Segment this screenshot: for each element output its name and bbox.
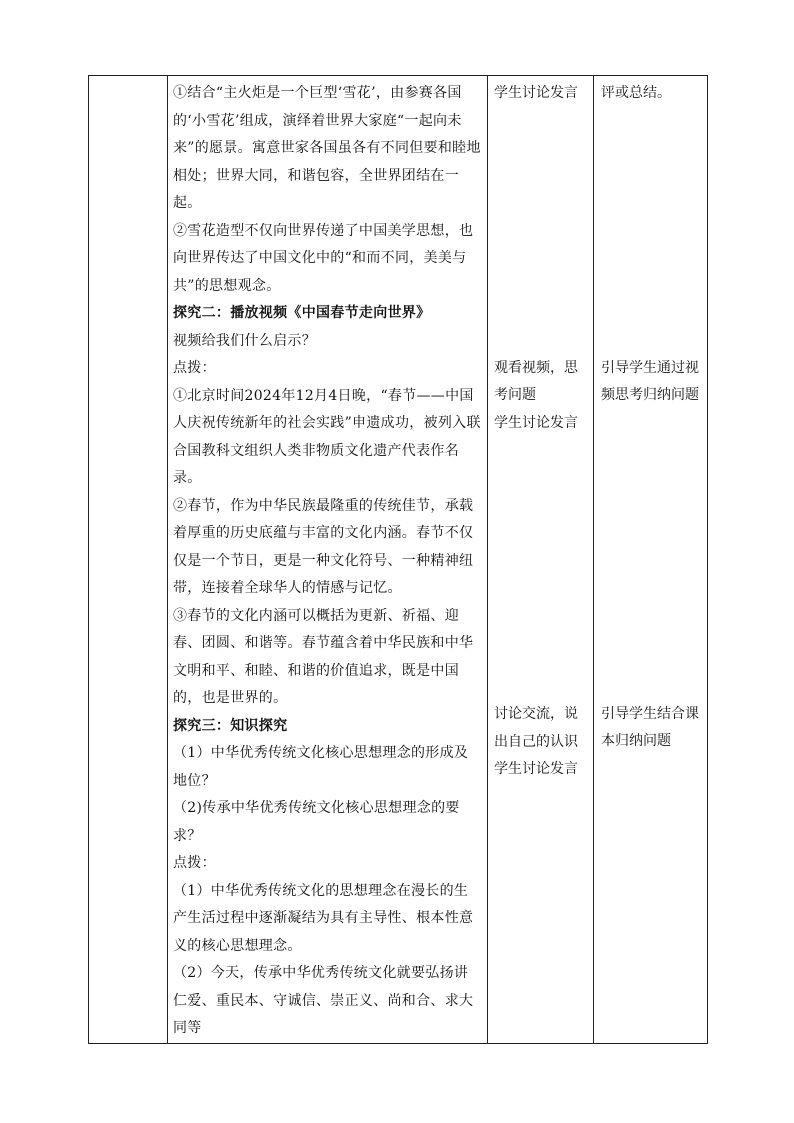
section-heading: 探究三：知识探究 xyxy=(173,717,288,734)
content-paragraph: （1）中华优秀传统文化核心思想理念的形成及地位？ xyxy=(173,745,469,789)
stage-cell xyxy=(89,76,168,1044)
content-paragraph: 点拨： xyxy=(173,360,216,376)
design-intent xyxy=(594,76,707,756)
content-paragraph: （1）中华优秀传统文化的思想理念在漫长的生产生活过程中逐渐凝结为具有主导性、根本性意义的核心思想理念。 xyxy=(173,882,474,954)
student-activity xyxy=(488,76,593,784)
content-paragraph: ①北京时间2024年12月4日晚，“春节——中国人庆祝传统新年的社会实践”申遗成功，被列入联合国教科文组织人类非物质文化遗产代表作名录。 xyxy=(173,387,481,486)
student-activity-5: 学生讨论发言 xyxy=(494,761,578,777)
design-intent-1: 评或总结。 xyxy=(601,85,671,101)
content-paragraph: （2)传承中华优秀传统文化核心思想理念的要求？ xyxy=(173,800,460,844)
content-paragraph: ③春节的文化内涵可以概括为更新、祈福、迎春、团圆、和谐等。春节蕴含着中华民族和中华文明和平、和睦、和谐的价值追求，既是中国的，也是世界的。 xyxy=(173,607,474,706)
content-paragraph: ②春节，作为中华民族最隆重的传统佳节，承载着厚重的历史底蕴与丰富的文化内涵。春节不仅仅是一个节日，更是一种文化符号、一种精神纽带，连接着全球华人的情感与记忆。 xyxy=(173,497,474,596)
design-intent-2: 引导学生通过视频思考归纳问题 xyxy=(601,359,699,403)
student-activity-2: 观看视频，思考问题 xyxy=(494,359,578,403)
content-paragraph: 视频给我们什么启示？ xyxy=(173,332,316,349)
content-paragraph: （2）今天，传承中华优秀传统文化就要弘扬讲仁爱、重民本、守诚信、崇正义、尚和合、求大同等 xyxy=(173,965,474,1036)
content-paragraph: ①结合“主火炬是一个巨型‘雪花’，由参赛各国的‘小雪花’组成，演绎着世界大家庭“一起向未来”的愿景。寓意世家各国虽各有不同但要和睦地相处；世界大同，和谐包容，全世界团结在一起。 xyxy=(173,85,481,211)
design-intent-3: 引导学生结合课本归纳问题 xyxy=(601,705,699,749)
lesson-plan-table xyxy=(88,75,708,1044)
content-cell xyxy=(168,76,488,1044)
table-row xyxy=(89,76,708,1044)
design-intent-cell xyxy=(594,76,708,1044)
student-activity-1: 学生讨论发言 xyxy=(494,85,578,101)
teaching-content xyxy=(168,76,487,1043)
student-activity-cell xyxy=(488,76,594,1044)
content-paragraph: 点拨： xyxy=(173,855,216,871)
content-paragraph: ②雪花造型不仅向世界传递了中国美学思想，也向世界传达了中国文化中的“和而不同，美美与共”的思想观念。 xyxy=(173,222,474,294)
student-activity-4: 讨论交流，说出自己的认识 xyxy=(494,706,578,750)
section-heading: 探究二：播放视频《中国春节走向世界》 xyxy=(173,305,431,321)
student-activity-3: 学生讨论发言 xyxy=(494,414,578,431)
